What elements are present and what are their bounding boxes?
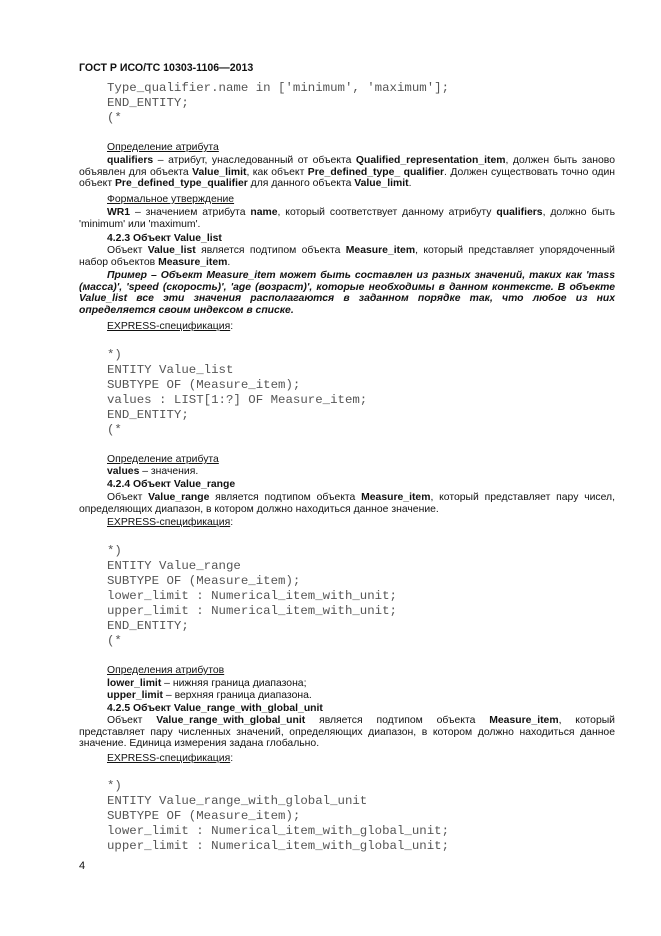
code-line: values : LIST[1:?] OF Measure_item; xyxy=(107,393,368,407)
code-line: *) xyxy=(107,348,122,362)
express-label: EXPRESS-спецификация xyxy=(107,321,231,332)
entity-ref: Pre_defined_type_ qualifier xyxy=(307,166,445,178)
code-line: ENTITY Value_range xyxy=(107,559,241,573)
qualifiers-paragraph xyxy=(79,155,615,190)
entity-ref: Measure_item xyxy=(489,715,559,726)
example-paragraph: Пример – Объект Measure_item может быть составлен из разных значений, таких как 'mass (масса)', 'speed (скорость)', 'age (возраст)', которые необходимы в данном контексте. В объекте Value_list все эти значения располагаются в заданном порядке так, что любое из них определяется своим индексом в списке. xyxy=(79,270,615,316)
text: , который представляет пару чисел, определяющих диапазон, в котором должно находиться данное значение. xyxy=(79,492,615,515)
express-colon: : xyxy=(230,321,234,332)
code-line: SUBTYPE OF (Measure_item); xyxy=(107,574,301,588)
code-block-3 xyxy=(107,544,397,649)
wr1-paragraph xyxy=(79,207,615,230)
values-paragraph xyxy=(79,466,615,478)
code-line: *) xyxy=(107,544,122,558)
attr-name: name xyxy=(250,207,278,218)
text: . xyxy=(227,256,231,268)
lower-limit-paragraph xyxy=(107,678,607,690)
text: . Должен существовать точно один объект xyxy=(79,166,615,190)
code-block-4 xyxy=(107,779,449,854)
upper-limit-paragraph xyxy=(107,690,607,702)
page-header: ГОСТ Р ИСО/ТС 10303-1106—2013 xyxy=(79,62,254,74)
text: – верхняя граница диапазона. xyxy=(163,690,312,701)
value-range-paragraph xyxy=(79,492,615,515)
text: , как объект xyxy=(246,166,308,178)
page-number: 4 xyxy=(79,860,86,872)
code-line: lower_limit : Numerical_item_with_unit; xyxy=(107,589,397,603)
attr-name: lower_limit xyxy=(107,678,162,689)
text: , который представляет пару численных значений, определяющих диапазон, в котором должно находиться данное значение. Единица измерения задана глобально. xyxy=(79,715,615,750)
code-line: SUBTYPE OF (Measure_item); xyxy=(107,378,301,392)
code-line: lower_limit : Numerical_item_with_global_unit; xyxy=(107,824,450,838)
formal-proposition-title: Формальное утверждение xyxy=(107,194,235,205)
value-range-global-paragraph xyxy=(79,715,615,750)
entity-ref: Value_limit xyxy=(354,178,409,190)
code-line: SUBTYPE OF (Measure_item); xyxy=(107,809,301,823)
text: Объект xyxy=(107,715,157,726)
code-line: (* xyxy=(107,634,122,648)
code-line: (* xyxy=(107,423,122,437)
text: является подтипом объекта xyxy=(305,715,490,726)
code-line: Type_qualifier.name in ['minimum', 'maximum']; xyxy=(107,81,450,95)
entity-ref: Measure_item xyxy=(361,492,431,503)
entity-ref: Pre_defined_type_qualifier xyxy=(114,178,248,190)
code-line: END_ENTITY; xyxy=(107,96,189,110)
entity-ref: Measure_item xyxy=(345,245,416,256)
text: является подтипом объекта xyxy=(209,492,362,503)
code-line: ENTITY Value_range_with_global_unit xyxy=(107,794,368,808)
attribute-definition-title: Определение атрибута xyxy=(107,142,219,153)
express-spec-label xyxy=(107,321,233,333)
code-line: END_ENTITY; xyxy=(107,619,189,633)
entity-ref: Measure_item xyxy=(158,256,228,268)
section-heading-4-2-5: 4.2.5 Объект Value_range_with_global_unit xyxy=(107,703,323,714)
value-list-paragraph xyxy=(79,245,615,268)
rule-name: WR1 xyxy=(107,207,131,218)
express-label: EXPRESS-спецификация xyxy=(107,517,231,528)
code-line: ENTITY Value_list xyxy=(107,363,234,377)
entity-ref: Qualified_representation_item xyxy=(355,155,506,166)
section-heading-4-2-4: 4.2.4 Объект Value_range xyxy=(107,479,236,490)
text: – атрибут, унаследованный от объекта xyxy=(153,155,356,166)
express-spec-label xyxy=(107,753,233,765)
text: , который соответствует данному атрибуту xyxy=(277,207,497,218)
entity-ref: Value_limit xyxy=(192,166,247,178)
text: , должно быть 'minimum' или 'maximum'. xyxy=(79,207,615,230)
attributes-definition-title: Определения атрибутов xyxy=(107,665,225,676)
entity-ref: Value_range_with_global_unit xyxy=(156,715,306,726)
text: – значения. xyxy=(139,466,199,477)
code-block-2 xyxy=(107,348,367,438)
text: , который представляет упорядоченный набор объектов xyxy=(79,245,615,268)
section-heading-4-2-3: 4.2.3 Объект Value_list xyxy=(107,233,222,244)
attr-name: values xyxy=(107,466,140,477)
code-block-1 xyxy=(107,81,449,126)
attr-name: qualifiers xyxy=(496,207,543,218)
code-line: upper_limit : Numerical_item_with_unit; xyxy=(107,604,397,618)
attr-name: upper_limit xyxy=(107,690,164,701)
text: – значением атрибута xyxy=(130,207,251,218)
text: Объект xyxy=(107,492,149,503)
attribute-definition-title: Определение атрибута xyxy=(107,454,219,465)
entity-ref: Value_list xyxy=(147,245,196,256)
text: – нижняя граница диапазона; xyxy=(161,678,307,689)
express-label: EXPRESS-спецификация xyxy=(107,753,231,764)
entity-ref: Value_range xyxy=(148,492,210,503)
text: Объект xyxy=(107,245,148,256)
text: , должен быть заново объявлен для объекта xyxy=(79,155,615,178)
code-line: *) xyxy=(107,779,122,793)
code-line: (* xyxy=(107,111,122,125)
code-line: END_ENTITY; xyxy=(107,408,189,422)
text: является подтипом объекта xyxy=(195,245,346,256)
text: . xyxy=(408,178,412,190)
express-colon: : xyxy=(230,517,234,528)
code-line: upper_limit : Numerical_item_with_global_unit; xyxy=(107,839,450,853)
express-spec-label xyxy=(107,517,233,529)
express-colon: : xyxy=(230,753,234,764)
attr-name: qualifiers xyxy=(107,155,154,166)
text: для данного объекта xyxy=(247,178,355,190)
